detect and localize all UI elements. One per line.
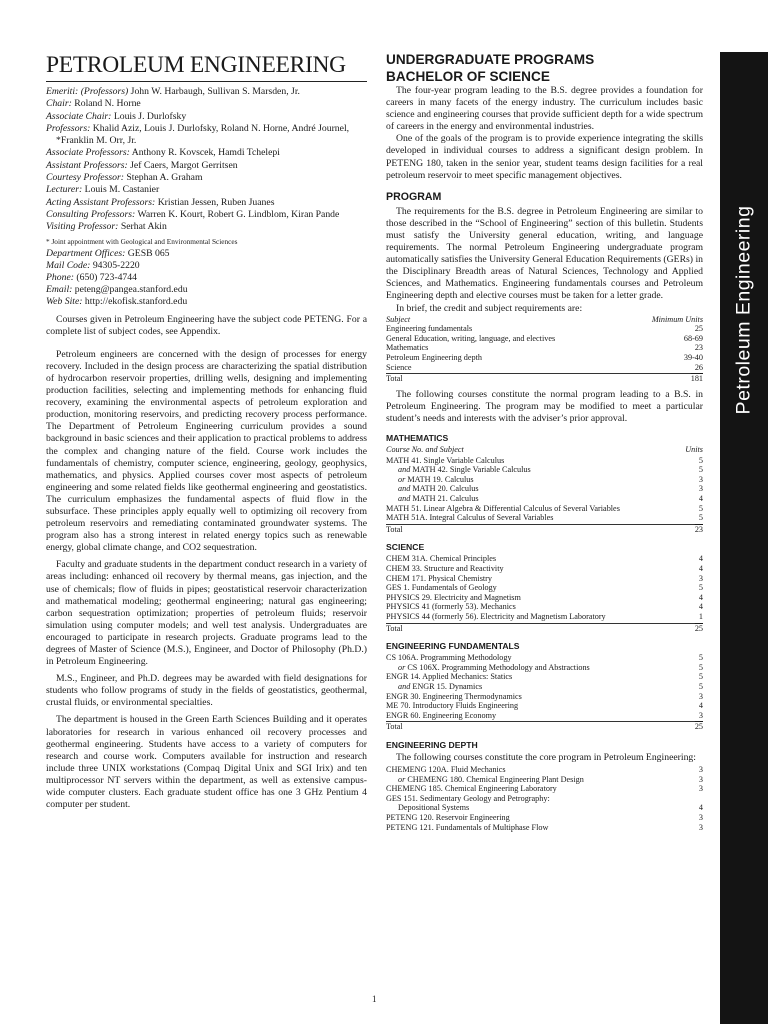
course-title: MATH 51. Linear Algebra & Differential Calculus of Several Variables <box>386 503 620 513</box>
faculty-names: Warren K. Kourt, Robert G. Lindblom, Kiran Pande <box>137 208 340 220</box>
contact-label: Mail Code: <box>46 259 91 271</box>
faculty-role: Assistant Professors: <box>46 159 128 171</box>
course-units: 5 <box>698 662 703 672</box>
course-row <box>386 672 703 682</box>
bs-paragraph-1: The four-year program leading to the B.S. degree provides a foundation for careers in many facets of the energy industry. The curriculum includes basic science and engineering courses that provide sufficient depth for a wide spectrum of careers in the energy and environmental industries. <box>386 85 703 133</box>
course-name <box>386 612 673 622</box>
faculty-names: Stephan A. Graham <box>126 172 203 184</box>
course-name <box>386 823 673 833</box>
requirement-units: 39-40 <box>683 352 703 362</box>
page-title: PETROLEUM ENGINEERING <box>46 52 346 78</box>
faculty-role: Professors: <box>46 122 91 134</box>
course-units: 3 <box>698 573 703 583</box>
requirements-rows <box>386 324 703 372</box>
course-title: CHEMENG 185. Chemical Engineering Laboratory <box>386 784 557 794</box>
engineering-depth-intro: The following courses constitute the core program in Petroleum Engineering: <box>396 751 696 763</box>
engineering-depth-heading: ENGINEERING DEPTH <box>386 739 478 750</box>
course-name <box>386 583 673 593</box>
course-name <box>386 682 673 692</box>
requirement-units: 23 <box>694 343 703 353</box>
requirement-units: 25 <box>694 324 703 334</box>
course-name <box>386 813 673 823</box>
course-title: PETENG 120. Reservoir Engineering <box>386 812 510 822</box>
course-title: MATH 42. Single Variable Calculus <box>412 465 531 475</box>
total-units: 181 <box>690 374 703 384</box>
requirement-subject: Science <box>386 362 412 372</box>
course-title: CS 106A. Programming Methodology <box>386 653 512 663</box>
course-title: CHEM 171. Physical Chemistry <box>386 573 492 583</box>
mathematics-heading: MATHEMATICS <box>386 433 449 444</box>
side-tab <box>720 52 768 1024</box>
faculty-entry <box>46 209 367 221</box>
program-paragraph-3: The following courses constitute the normal program leading to a B.S. in Petroleum Engineering. The program may be modified to meet a particular student’s needs and interests with the adviser’s prior approval. <box>386 388 703 424</box>
course-row <box>386 484 703 494</box>
course-row <box>386 494 703 504</box>
course-units: 4 <box>698 701 703 711</box>
contact-entry <box>46 248 367 260</box>
faculty-entry <box>46 86 367 98</box>
subject-code-paragraph: Courses given in Petroleum Engineering have the subject code PETENG. For a complete list of subject codes, see Appendix. <box>46 313 367 337</box>
course-row <box>386 765 703 775</box>
course-row <box>386 701 703 711</box>
course-units: 4 <box>698 592 703 602</box>
contact-value: http://ekofisk.stanford.edu <box>84 296 188 308</box>
faculty-names: Jef Caers, Margot Gerritsen <box>130 159 238 171</box>
faculty-entry <box>46 123 367 148</box>
course-name <box>386 784 673 794</box>
faculty-role: Associate Chair: <box>46 110 112 122</box>
requirement-row <box>386 363 703 373</box>
course-column-header: Course No. and Subject <box>386 445 464 455</box>
course-row <box>386 653 703 663</box>
course-title: CHEMENG 120A. Fluid Mechanics <box>386 764 506 774</box>
course-prefix: and <box>398 494 411 503</box>
faculty-names: Anthony R. Kovscek, Hamdi Tchelepi <box>131 147 280 159</box>
course-name <box>386 701 673 711</box>
course-row <box>386 775 703 785</box>
course-name <box>386 602 673 612</box>
course-prefix: and <box>398 681 411 691</box>
undergrad-heading: UNDERGRADUATE PROGRAMS <box>386 52 595 67</box>
course-title: CS 106X. Programming Methodology and Abstractions <box>407 662 590 672</box>
course-units: 3 <box>698 710 703 720</box>
course-units: 3 <box>698 764 703 774</box>
contact-label: Phone: <box>46 271 74 283</box>
faculty-role: Courtesy Professor: <box>46 172 124 184</box>
total-label: Total <box>386 722 403 732</box>
contact-label: Web Site: <box>46 296 83 308</box>
page-number: 1 <box>372 994 377 1004</box>
course-units: 4 <box>698 602 703 612</box>
course-name <box>386 475 673 485</box>
course-row <box>386 475 703 485</box>
course-row <box>386 564 703 574</box>
faculty-role: Visiting Professor: <box>46 221 119 233</box>
contact-value: GESB 065 <box>127 247 170 259</box>
program-paragraph-1: The requirements for the B.S. degree in Petroleum Engineering are similar to those described in the “School of Engineering” section of this bulletin. Students must satisfy the University general education, writing, and language requirements. The normal Petroleum Engineering undergraduate program automatically satisfies the University General Education Requirements (GERs) in the Disciplinary Breadth areas of Natural Sciences, Technology and Applied Sciences, and Mathematics. Engineering fundamentals courses and Petroleum Engineering depth and elective courses must be taken for a letter grade. <box>386 205 703 302</box>
course-row <box>386 663 703 673</box>
course-units: 3 <box>698 784 703 794</box>
course-title: GES 1. Fundamentals of Geology <box>386 583 497 593</box>
subject-column-header: Subject <box>386 314 411 324</box>
course-title: PHYSICS 44 (formerly 56). Electricity and Magnetism Laboratory <box>386 611 606 621</box>
course-name <box>386 663 673 673</box>
faculty-entry <box>46 147 367 159</box>
left-body <box>46 314 367 812</box>
course-units: 5 <box>698 513 703 523</box>
mathematics-table-header <box>386 445 703 455</box>
requirement-subject: Mathematics <box>386 343 429 353</box>
faculty-role: Associate Professors: <box>46 147 130 159</box>
course-row <box>386 593 703 603</box>
mathematics-course-list <box>386 456 703 523</box>
faculty-role: Lecturer: <box>46 184 83 196</box>
requirement-subject: Petroleum Engineering depth <box>386 352 482 362</box>
research-paragraph: Faculty and graduate students in the department conduct research in a variety of areas including: enhanced oil recovery by thermal means, gas injection, and the use of chemicals; flow of fluids in pipes; geostatistical reservoir characterization and mathematical modeling; geothermal engineering; natural gas engineering; carbon sequestration optimization; properties of petroleum fluids; reservoir simulation using computer models; and well test analysis. Undergraduates are encouraged to participate in research projects. Graduate programs lead to the degrees of Master of Science (M.S.), Engineer, and Doctor of Philosophy (Ph.D.) in Petroleum Engineering. <box>46 559 367 668</box>
course-title: PETENG 121. Fundamentals of Multiphase Flow <box>386 822 549 832</box>
course-title: MATH 41. Single Variable Calculus <box>386 455 505 465</box>
course-name <box>386 775 673 785</box>
course-title: MATH 51A. Integral Calculus of Several Variables <box>386 513 554 523</box>
course-row <box>386 682 703 692</box>
course-title: ENGR 60. Engineering Economy <box>386 710 497 720</box>
course-title: CHEM 33. Structure and Reactivity <box>386 563 504 573</box>
course-row <box>386 504 703 514</box>
title-divider <box>46 81 367 82</box>
course-title: Depositional Systems <box>398 803 470 813</box>
course-units: 3 <box>698 484 703 494</box>
contact-list <box>46 248 367 309</box>
engineering-fundamentals-total-row <box>386 721 703 732</box>
contact-entry <box>46 272 367 284</box>
contact-value: peteng@pangea.stanford.edu <box>74 284 188 296</box>
requirement-row <box>386 343 703 353</box>
course-name <box>386 711 673 721</box>
course-prefix: and <box>398 465 411 475</box>
science-total-row <box>386 623 703 634</box>
faculty-entry <box>46 160 367 172</box>
course-name <box>386 494 673 504</box>
faculty-role: Emeriti: (Professors) <box>46 86 129 97</box>
course-name <box>386 593 673 603</box>
faculty-entry <box>46 221 367 233</box>
contact-value: (650) 723-4744 <box>76 271 137 283</box>
engineering-depth-course-list <box>386 765 703 832</box>
faculty-names: John W. Harbaugh, Sullivan S. Marsden, Jr. <box>130 86 300 97</box>
program-paragraph-2: In brief, the credit and subject requirements are: <box>396 302 583 314</box>
course-row <box>386 823 703 833</box>
course-name <box>386 456 673 466</box>
faculty-names: Louis M. Castanier <box>84 184 160 196</box>
requirements-total-row <box>386 373 703 384</box>
course-row <box>386 574 703 584</box>
course-row <box>386 803 703 813</box>
course-title: CHEMENG 180. Chemical Engineering Plant Design <box>407 774 584 784</box>
course-name <box>386 513 673 523</box>
course-units: 3 <box>698 822 703 832</box>
course-units: 5 <box>698 672 703 682</box>
course-title: ENGR 15. Dynamics <box>412 681 483 691</box>
total-units: 23 <box>694 524 703 534</box>
course-units: 5 <box>698 465 703 475</box>
joint-appointment-footnote: * Joint appointment with Geological and Environmental Sciences <box>46 236 238 246</box>
course-units: 5 <box>698 455 703 465</box>
course-title: PHYSICS 41 (formerly 53). Mechanics <box>386 602 516 612</box>
faculty-names: Roland N. Horne <box>74 98 141 110</box>
bs-heading: BACHELOR OF SCIENCE <box>386 68 550 84</box>
total-label: Total <box>386 374 403 384</box>
course-units: 3 <box>698 691 703 701</box>
course-units: 5 <box>698 653 703 663</box>
course-title: MATH 21. Calculus <box>412 494 479 503</box>
course-name <box>386 504 673 514</box>
course-title: CHEM 31A. Chemical Principles <box>386 554 497 564</box>
course-title: MATH 19. Calculus <box>407 474 474 484</box>
total-units: 25 <box>694 623 703 633</box>
course-units: 4 <box>698 563 703 573</box>
course-row <box>386 784 703 794</box>
course-units: 1 <box>698 611 703 621</box>
course-prefix: or <box>398 662 406 672</box>
faculty-names: Serhat Akin <box>120 221 167 233</box>
faculty-names: Khalid Aziz, Louis J. Durlofsky, Roland N. Horne, André Journel, *Franklin M. Orr, Jr. <box>56 122 350 147</box>
course-prefix: or <box>398 474 406 484</box>
contact-entry <box>46 284 367 296</box>
mathematics-total-row <box>386 524 703 535</box>
course-row <box>386 612 703 622</box>
faculty-role: Acting Assistant Professors: <box>46 196 156 208</box>
course-prefix: and <box>398 484 411 494</box>
course-name <box>386 765 673 775</box>
course-title: MATH 20. Calculus <box>412 484 479 494</box>
course-title: ENGR 30. Engineering Thermodynamics <box>386 691 522 701</box>
course-title: GES 151. Sedimentary Geology and Petrography: <box>386 793 550 803</box>
science-course-list <box>386 554 703 621</box>
units-column-header: Units <box>685 445 703 455</box>
course-name <box>386 574 673 584</box>
engineering-fundamentals-course-list <box>386 653 703 720</box>
contact-label: Email: <box>46 284 73 296</box>
course-units: 4 <box>698 803 703 813</box>
course-prefix: or <box>398 774 406 784</box>
side-tab-label: Petroleum Engineering <box>732 205 755 415</box>
faculty-names: Louis J. Durlofsky <box>113 110 187 122</box>
degree-designation-paragraph: M.S., Engineer, and Ph.D. degrees may be awarded with field designations for students who follow programs of study in the fields of geostatistics, geothermal, crustal fluids, or environmental specialties. <box>46 673 367 709</box>
course-units: 5 <box>698 681 703 691</box>
course-row <box>386 602 703 612</box>
intro-paragraph: Petroleum engineers are concerned with the design of processes for energy recovery. Included in the design process are characterizing the spatial distribution of hydrocarbon reservoir properties, drilling wells, designing and implementing production facilities, selecting and implementing methods for enhancing fluid recovery, examining the environmental aspects of petroleum exploration and production, monitoring reservoirs, and predicting recovery process performance. The Department of Petroleum Engineering curriculum provides a sound background in basic sciences and their application to practical problems to address the complex and changing nature of the field. Course work includes the fundamentals of chemistry, computer science, engineering, geology, geophysics, mathematics, and physics. Applied courses cover most aspects of petroleum engineering and some related fields like geothermal engineering and geostatistics. The curriculum emphasizes the fundamental aspects of fluid flow in the subsurface. These principles apply equally well to optimizing oil recovery from petroleum reservoirs and remediating contaminated groundwater systems. The program also has a strong interest in related energy topics such as renewable energy, global climate change, and CO2 sequestration. <box>46 348 367 554</box>
faculty-names: Kristian Jessen, Ruben Juanes <box>157 196 275 208</box>
course-row <box>386 465 703 475</box>
requirement-subject: General Education, writing, language, and electives <box>386 333 556 343</box>
science-heading: SCIENCE <box>386 542 425 553</box>
requirement-units: 26 <box>694 362 703 372</box>
requirements-table-header <box>386 315 703 325</box>
right-column <box>386 52 703 832</box>
course-units: 5 <box>698 583 703 593</box>
course-title: ME 70. Introductory Fluids Engineering <box>386 701 519 711</box>
course-name <box>386 465 673 475</box>
course-units: 5 <box>698 503 703 513</box>
course-name <box>386 672 673 682</box>
contact-entry <box>46 296 367 308</box>
faculty-entry <box>46 184 367 196</box>
course-row <box>386 794 703 804</box>
contact-label: Department Offices: <box>46 247 126 259</box>
faculty-list <box>46 86 367 234</box>
course-name <box>386 484 673 494</box>
bs-paragraph-2: One of the goals of the program is to provide experience integrating the skills developed in individual courses to address a significant design problem. In PETENG 180, taken in the senior year, student teams design facilities for a real petroleum reservoir to meet specific management objectives. <box>386 133 703 181</box>
faculty-role: Consulting Professors: <box>46 208 136 220</box>
course-name <box>386 554 673 564</box>
course-row <box>386 583 703 593</box>
course-name <box>386 564 673 574</box>
course-row <box>386 456 703 466</box>
requirement-units: 68-69 <box>683 333 703 343</box>
course-units: 4 <box>698 494 703 503</box>
contact-entry <box>46 260 367 272</box>
total-label: Total <box>386 524 403 534</box>
faculty-entry <box>46 111 367 123</box>
course-name <box>386 794 673 804</box>
course-row <box>386 513 703 523</box>
program-heading: PROGRAM <box>386 190 442 203</box>
course-units: 4 <box>698 554 703 564</box>
requirement-row <box>386 334 703 344</box>
course-row <box>386 692 703 702</box>
requirement-subject: Engineering fundamentals <box>386 324 473 334</box>
faculty-entry <box>46 98 367 110</box>
course-title: PHYSICS 29. Electricity and Magnetism <box>386 592 521 602</box>
course-units: 3 <box>698 774 703 784</box>
units-column-header: Minimum Units <box>651 314 703 324</box>
left-column <box>46 52 367 811</box>
faculty-entry <box>46 172 367 184</box>
course-units: 3 <box>698 812 703 822</box>
course-name <box>386 803 673 813</box>
facilities-paragraph: The department is housed in the Green Earth Sciences Building and it operates laboratories for research in various enhanced oil recovery processes and geothermal engineering. Students have access to a variety of computers for research and course work. Computers available for instruction and research include three UNIX workstations (Compaq Digital Unix and SGI Irix) and ten multiprocessor NT servers within the department, as well as extensive campus-wide computer clusters. Each graduate student office has one 3 GHz Pentium 4 computer per student. <box>46 714 367 811</box>
contact-value: 94305-2220 <box>92 259 140 271</box>
course-row <box>386 813 703 823</box>
engineering-fundamentals-heading: ENGINEERING FUNDAMENTALS <box>386 641 520 652</box>
total-units: 25 <box>694 722 703 732</box>
course-row <box>386 711 703 721</box>
course-units <box>673 794 703 804</box>
course-name <box>386 653 673 663</box>
faculty-role: Chair: <box>46 98 72 110</box>
course-name <box>386 692 673 702</box>
requirement-row <box>386 353 703 363</box>
course-row <box>386 554 703 564</box>
course-units: 3 <box>698 474 703 484</box>
faculty-entry <box>46 197 367 209</box>
course-title: ENGR 14. Applied Mechanics: Statics <box>386 672 513 682</box>
requirement-row <box>386 324 703 334</box>
total-label: Total <box>386 623 403 633</box>
requirements-table <box>386 315 703 384</box>
